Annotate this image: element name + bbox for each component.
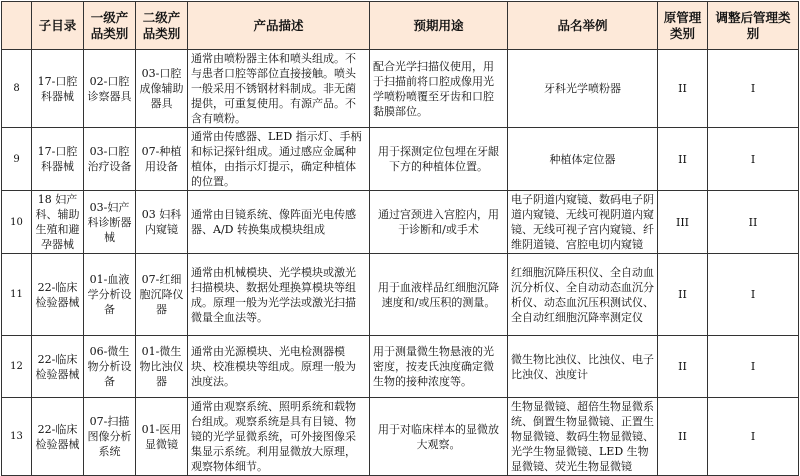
- adjusted-class-cell: I: [708, 398, 799, 476]
- level2-cell: 01-医用显微镜: [136, 398, 188, 476]
- table-row: [2, 128, 799, 191]
- level1-cell: 06-微生物分析设备: [84, 336, 136, 398]
- sub-catalog-cell: 22-临床检验器械: [32, 254, 84, 336]
- row-number: 13: [2, 398, 32, 476]
- row-number: 10: [2, 191, 32, 254]
- original-class-cell: III: [658, 191, 708, 254]
- level1-cell: 02-口腔诊察器具: [84, 50, 136, 128]
- description-cell: 通常由机械模块、光学模块或激光扫描模块、数据处理换算模块等组成。原理一般为光学法或激光扫描微量全血法等。: [188, 254, 370, 336]
- sub-catalog-cell: 17-口腔科器械: [32, 50, 84, 128]
- intended-use-cell: 用于探测定位包埋在牙龈下方的种植体位置。: [370, 128, 508, 191]
- original-class-cell: II: [658, 128, 708, 191]
- level1-cell: 03-妇产科诊断器械: [84, 191, 136, 254]
- table-row: [2, 50, 799, 128]
- original-class-cell: II: [658, 398, 708, 476]
- header-level2: 二级产品类别: [136, 2, 188, 50]
- level2-cell: 01-微生物比浊仪器: [136, 336, 188, 398]
- header-adjusted-class: 调整后管理类别: [708, 2, 799, 50]
- adjusted-class-cell: I: [708, 254, 799, 336]
- level2-cell: 07-种植用设备: [136, 128, 188, 191]
- examples-cell: 电子阴道内窥镜、数码电子阴道内窥镜、无线可视阴道内窥镜、无线可视子宫内窥镜、纤维阴道镜、宫腔电切内窥镜: [508, 191, 658, 254]
- row-number: 9: [2, 128, 32, 191]
- adjusted-class-cell: I: [708, 336, 799, 398]
- examples-cell: 种植体定位器: [508, 128, 658, 191]
- table-row: [2, 254, 799, 336]
- intended-use-cell: 通过宫颈进入宫腔内，用于诊断和/或手术: [370, 191, 508, 254]
- adjusted-class-cell: I: [708, 128, 799, 191]
- original-class-cell: II: [658, 254, 708, 336]
- device-classification-table: [1, 1, 799, 476]
- header-description: 产品描述: [188, 2, 370, 50]
- row-number: 12: [2, 336, 32, 398]
- intended-use-cell: 用于测量微生物悬液的光密度，按麦氏浊度确定微生物的接种浓度等。: [370, 336, 508, 398]
- header-row: [2, 2, 799, 50]
- description-cell: 通常由喷粉器主体和喷头组成。不与患者口腔等部位直接接触。喷头一般采用不锈钢材料制成。非无菌提供，可重复使用。有源产品。不含有喷粉。: [188, 50, 370, 128]
- table-row: [2, 398, 799, 476]
- examples-cell: 生物显微镜、超倍生物显微系统、倒置生物显微镜、正置生物显微镜、数码生物显微镜、光学生物显微镜、LED 生物显微镜、荧光生物显微镜: [508, 398, 658, 476]
- level2-cell: 03 妇科内窥镜: [136, 191, 188, 254]
- intended-use-cell: 配合光学扫描仪使用，用于扫描前将口腔成像用光学喷粉喷覆至牙齿和口腔黏膜部位。: [370, 50, 508, 128]
- table-row: [2, 336, 799, 398]
- level1-cell: 01-血液学分析设备: [84, 254, 136, 336]
- header-product-examples: 品名举例: [508, 2, 658, 50]
- description-cell: 通常由光源模块、光电检测器模块、校准模块等组成。原理一般为浊度法。: [188, 336, 370, 398]
- description-cell: 通常由传感器、LED 指示灯、手柄和标记探针组成。通过感应金属种植体，由指示灯提示，确定种植体的位置。: [188, 128, 370, 191]
- level1-cell: 03-口腔治疗设备: [84, 128, 136, 191]
- description-cell: 通常由目镜系统、像阵面光电传感器、A/D 转换集成模块组成: [188, 191, 370, 254]
- level2-cell: 03-口腔成像辅助器具: [136, 50, 188, 128]
- sub-catalog-cell: 22-临床检验器械: [32, 398, 84, 476]
- header-sub-catalog: 子目录: [32, 2, 84, 50]
- sub-catalog-cell: 22-临床检验器械: [32, 336, 84, 398]
- header-intended-use: 预期用途: [370, 2, 508, 50]
- level1-cell: 07-扫描图像分析系统: [84, 398, 136, 476]
- adjusted-class-cell: I: [708, 50, 799, 128]
- sub-catalog-cell: 17-口腔科器械: [32, 128, 84, 191]
- row-number: 11: [2, 254, 32, 336]
- examples-cell: 红细胞沉降压积仪、全自动血沉分析仪、全自动动态血沉分析仪、动态血沉压积测试仪、全自动红细胞沉降率测定仪: [508, 254, 658, 336]
- header-no: [2, 2, 32, 50]
- original-class-cell: II: [658, 50, 708, 128]
- description-cell: 通常由观察系统、照明系统和载物台组成。观察系统是具有目镜、物镜的光学显微系统，可外接图像采集显示系统。利用显微放大原理，观察物体细节。: [188, 398, 370, 476]
- intended-use-cell: 用于对临床样本的显微放大观察。: [370, 398, 508, 476]
- header-original-class: 原管理类别: [658, 2, 708, 50]
- examples-cell: 牙科光学喷粉器: [508, 50, 658, 128]
- row-number: 8: [2, 50, 32, 128]
- level2-cell: 07-红细胞沉降仪器: [136, 254, 188, 336]
- intended-use-cell: 用于血液样品红细胞沉降速度和/或压积的测量。: [370, 254, 508, 336]
- examples-cell: 微生物比浊仪、比浊仪、电子比浊仪、浊度计: [508, 336, 658, 398]
- table-row: [2, 191, 799, 254]
- original-class-cell: II: [658, 336, 708, 398]
- adjusted-class-cell: II: [708, 191, 799, 254]
- sub-catalog-cell: 18 妇产科、辅助生殖和避孕器械: [32, 191, 84, 254]
- header-level1: 一级产品类别: [84, 2, 136, 50]
